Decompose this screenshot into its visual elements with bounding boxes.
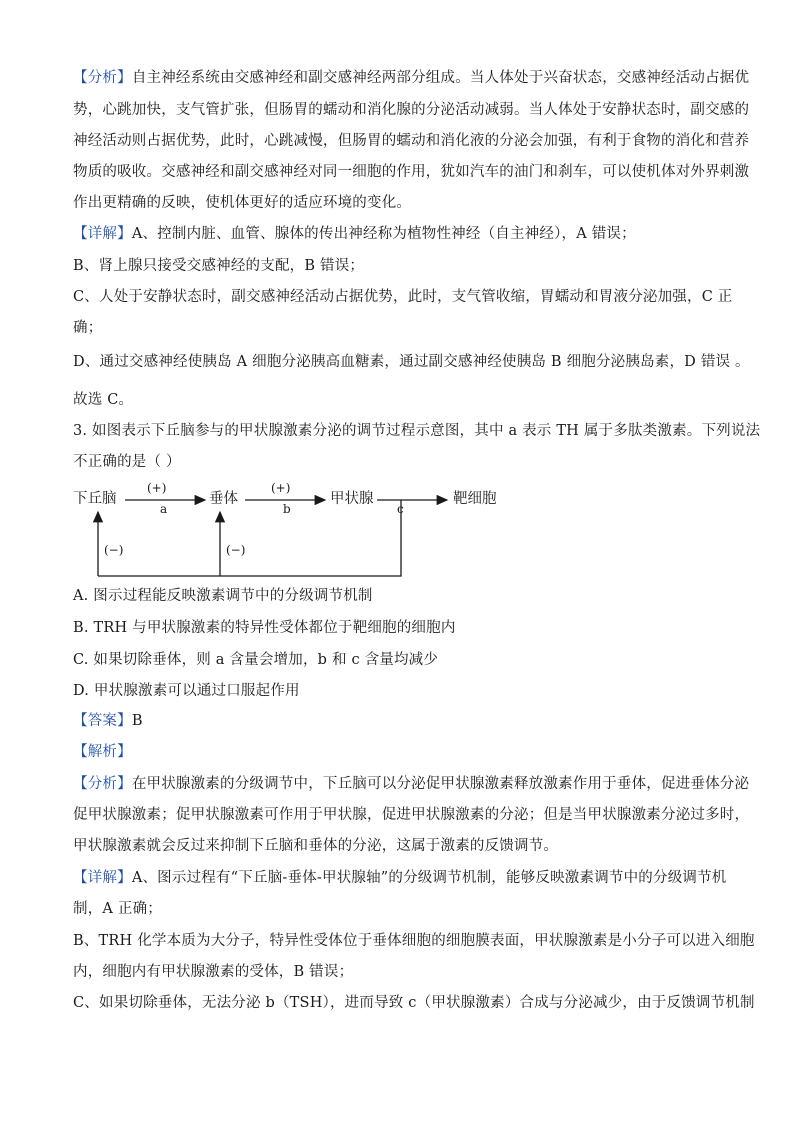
node-hypothalamus: 下丘脑 — [73, 491, 117, 507]
option-c: C. 如果切除垂体，则 a 含量会增加，b 和 c 含量均减少 — [73, 652, 439, 668]
text-line: 作出更精确的反映，使机体更好的适应环境的变化。 — [73, 195, 412, 211]
option-b: B. TRH 与甲状腺激素的特异性受体都位于靶细胞的细胞内 — [73, 620, 456, 636]
node-pituitary: 垂体 — [209, 491, 238, 507]
analysis-heading — [73, 742, 723, 762]
text-line: B、TRH 化学本质为大分子，特异性受体位于垂体细胞的细胞膜表面，甲状腺激素是小分子可以进入细胞 — [73, 933, 755, 949]
text-line: C、人处于安静状态时，副交感神经活动占据优势，此时，支气管收缩，胃蠕动和胃液分泌加强，C 正 — [73, 289, 733, 305]
sign-b: (+) — [271, 481, 291, 495]
feedback-sign-pituitary: (−) — [226, 543, 246, 557]
text-line: 【详解】A、控制内脏、血管、腺体的传出神经称为植物性神经（自主神经），A 错误； — [73, 226, 636, 242]
node-thyroid: 甲状腺 — [330, 491, 374, 507]
analysis-tag: 【解析】 — [73, 744, 132, 760]
option-d: D. 甲状腺激素可以通过口服起作用 — [73, 683, 300, 699]
text-line: 【分析】在甲状腺激素的分级调节中，下丘脑可以分泌促甲状腺激素释放激素作用于垂体，促进垂体分泌 — [73, 776, 750, 792]
text-line: 确； — [73, 320, 103, 336]
section-tag: 【详解】 — [73, 226, 132, 242]
text-line: 神经活动则占据优势，此时，心跳减慢，但肠胃的蠕动和消化液的分泌会加强，有利于食物的消化和营养 — [73, 133, 750, 149]
section-tag: 【分析】 — [73, 776, 132, 792]
sign-a: (+) — [147, 481, 167, 495]
text-line: C、如果切除垂体，无法分泌 b（TSH），进而导致 c（甲状腺激素）合成与分泌减少，由于反馈调节机制 — [73, 995, 755, 1011]
letter-c: c — [397, 502, 404, 516]
letter-b: b — [283, 502, 291, 516]
text-line: 制，A 正确； — [73, 901, 162, 917]
option-a: A. 图示过程能反映激素调节中的分级调节机制 — [73, 588, 373, 604]
text-line: 【详解】A、图示过程有“下丘脑-垂体-甲状腺轴”的分级调节机制，能够反映激素调节中的分级调节机 — [73, 870, 727, 886]
text-line: 物质的吸收。交感神经和副交感神经对同一细胞的作用，犹如汽车的油门和刹车，可以使机体对外界刺激 — [73, 164, 750, 180]
text-line: D、通过交感神经使胰岛 A 细胞分泌胰高血糖素，通过副交感神经使胰岛 B 细胞分泌胰岛素，D 错误 。 — [73, 354, 750, 370]
question-stem: 不正确的是（ ） — [73, 454, 181, 470]
question-stem: 3. 如图表示下丘脑参与的甲状腺激素分泌的调节过程示意图，其中 a 表示 TH 属于多肽类激素。下列说法 — [73, 423, 761, 439]
regulation-diagram — [73, 480, 513, 580]
node-target-cell: 靶细胞 — [453, 491, 497, 507]
section-tag: 【分析】 — [73, 70, 132, 86]
diagram-arrows — [73, 480, 513, 580]
text-line: 促甲状腺激素；促甲状腺激素可作用于甲状腺，促进甲状腺激素的分泌；但是当甲状腺激素分泌过多时， — [73, 807, 750, 823]
feedback-line — [98, 500, 401, 576]
answer-line: 【答案】B — [73, 713, 143, 729]
section-tag: 【详解】 — [73, 870, 132, 886]
text-line: 势，心跳加快，支气管扩张，但肠胃的蠕动和消化腺的分泌活动减弱。当人体处于安静状态时，副交感的 — [73, 102, 750, 118]
text-line: 【分析】自主神经系统由交感神经和副交感神经两部分组成。当人体处于兴奋状态，交感神经活动占据优 — [73, 70, 750, 86]
text-line: 内，细胞内有甲状腺激素的受体，B 错误； — [73, 964, 354, 980]
text-line: 甲状腺激素就会反过来抑制下丘脑和垂体的分泌，这属于激素的反馈调节。 — [73, 838, 559, 854]
text-line: 故选 C。 — [73, 392, 134, 408]
answer-tag: 【答案】 — [73, 713, 132, 729]
feedback-sign-hypothalamus: (−) — [104, 543, 124, 557]
text-line: B、肾上腺只接受交感神经的支配，B 错误； — [73, 258, 365, 274]
letter-a: a — [160, 502, 168, 516]
